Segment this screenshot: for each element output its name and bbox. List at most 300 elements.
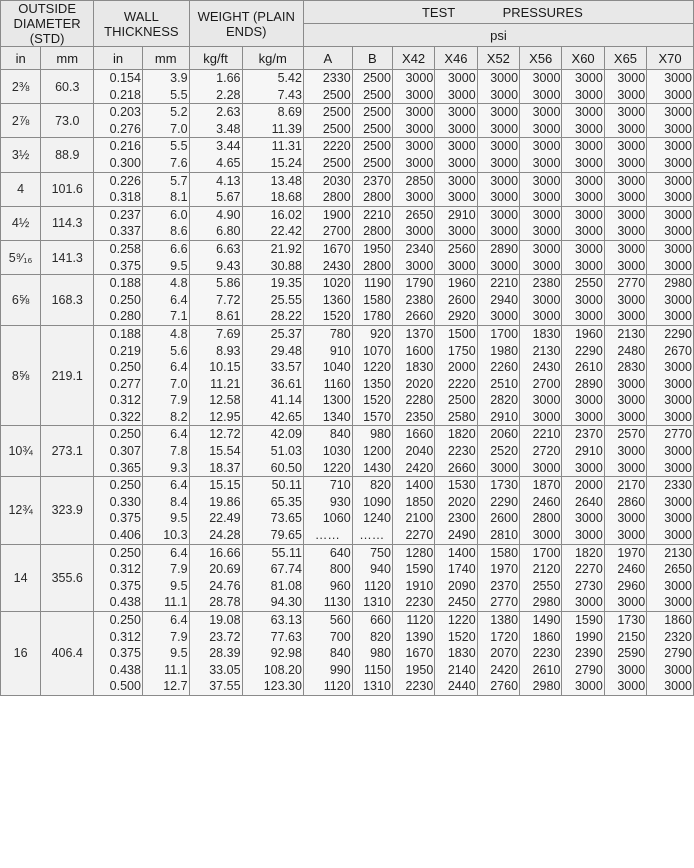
table-value: 3000: [617, 528, 646, 543]
table-value: 0.307: [109, 444, 141, 459]
table-value: 2340: [405, 241, 434, 256]
table-value: 2020: [447, 494, 476, 509]
table-value: 2370: [363, 173, 391, 188]
table-value: 2800: [363, 258, 391, 273]
table-value: 28.22: [270, 309, 302, 324]
table-value: 2070: [490, 646, 519, 661]
table-value: 30.88: [270, 258, 302, 273]
value-column-cell: [142, 477, 189, 544]
value-column-cell: [647, 477, 694, 544]
value-column-cell: [520, 70, 562, 104]
table-value: 2260: [490, 360, 519, 375]
table-value: 0.250: [109, 427, 141, 442]
table-value: 3000: [490, 139, 519, 154]
outside-diameter-header: OUTSIDE DIAMETER (STD): [1, 1, 94, 47]
value-column-cell: [435, 138, 477, 172]
size-group-row: [1, 275, 694, 326]
table-value: 8.93: [216, 343, 241, 358]
table-value: 3000: [574, 460, 603, 475]
table-value: 3000: [664, 494, 692, 509]
table-value: 3000: [447, 190, 476, 205]
table-value: 18.37: [209, 460, 241, 475]
table-value: 2320: [664, 629, 692, 644]
table-value: 3000: [617, 241, 646, 256]
table-value: 65.35: [270, 494, 302, 509]
value-column-cell: [352, 477, 392, 544]
value-column-cell: [94, 70, 143, 104]
table-value: 6.4: [170, 613, 188, 627]
table-value: 750: [370, 545, 391, 560]
table-value: 3000: [490, 173, 519, 188]
table-value: 6.4: [170, 360, 188, 375]
unit-header: A: [303, 47, 352, 70]
table-value: 6.4: [170, 292, 188, 307]
table-value: 0.203: [109, 105, 141, 120]
table-value: 8.4: [170, 494, 188, 509]
table-value: 3000: [447, 87, 476, 102]
table-value: 1970: [490, 562, 519, 577]
table-value: 640: [329, 545, 351, 560]
table-value: 3000: [405, 224, 434, 239]
value-column-cell: [352, 172, 392, 206]
table-value: 5.67: [216, 190, 241, 205]
table-value: 3.48: [216, 121, 241, 136]
table-value: 0.438: [109, 662, 141, 677]
table-value: 2460: [532, 494, 561, 509]
table-value: 3000: [664, 511, 692, 526]
value-column-cell: [352, 240, 392, 274]
unit-header: X52: [477, 47, 519, 70]
value-column-cell: [520, 172, 562, 206]
size-mm: 60.3: [41, 70, 94, 104]
table-value: 2940: [490, 292, 519, 307]
table-value: 9.43: [216, 258, 241, 273]
table-value: 1980: [490, 343, 519, 358]
table-value: 3000: [617, 376, 646, 391]
size-mm: 355.6: [41, 544, 94, 611]
table-value: 22.42: [270, 224, 302, 239]
value-column-cell: [142, 612, 189, 696]
table-value: 3000: [617, 393, 646, 408]
table-value: 0.154: [109, 71, 141, 85]
table-value: 3000: [490, 190, 519, 205]
table-value: 3000: [447, 71, 476, 85]
value-column-cell: [352, 206, 392, 240]
table-value: 990: [329, 662, 351, 677]
table-value: 3000: [664, 258, 692, 273]
value-column-cell: [604, 275, 646, 326]
table-value: 3000: [532, 71, 561, 85]
table-value: 1950: [405, 662, 434, 677]
table-value: 2790: [664, 646, 692, 661]
table-value: 2500: [363, 71, 391, 85]
table-value: 1360: [322, 292, 351, 307]
table-value: 33.05: [209, 662, 241, 677]
table-value: 1520: [447, 629, 476, 644]
table-value: 3000: [664, 460, 692, 475]
value-column-cell: [242, 477, 303, 544]
value-column-cell: [94, 426, 143, 477]
table-value: 5.86: [216, 276, 241, 291]
table-value: 1570: [363, 409, 391, 424]
table-value: 3000: [617, 71, 646, 85]
table-value: 0.365: [109, 460, 141, 475]
table-value: 7.43: [277, 87, 302, 102]
size-inch: 16: [1, 612, 41, 696]
table-value: 1130: [323, 595, 351, 610]
value-column-cell: [352, 612, 392, 696]
table-value: 2210: [532, 427, 561, 442]
table-value: 710: [329, 478, 351, 493]
value-column-cell: [604, 426, 646, 477]
table-value: 7.6: [170, 155, 188, 170]
table-value: 0.318: [109, 190, 141, 205]
value-column-cell: [352, 325, 392, 426]
table-value: 2420: [490, 662, 519, 677]
table-value: 41.14: [270, 393, 302, 408]
value-column-cell: [352, 138, 392, 172]
table-value: 1400: [405, 478, 434, 493]
table-value: 3000: [532, 409, 561, 424]
value-column-cell: [520, 477, 562, 544]
table-value: 2770: [664, 427, 692, 442]
table-value: 2.63: [216, 105, 241, 120]
table-value: 3000: [490, 71, 519, 85]
value-column-cell: [142, 544, 189, 611]
table-value: 3000: [405, 87, 434, 102]
table-value: 3000: [447, 173, 476, 188]
value-column-cell: [520, 240, 562, 274]
table-value: 16.02: [270, 207, 302, 222]
table-value: 3000: [490, 460, 519, 475]
table-value: 2290: [490, 494, 519, 509]
table-value: 3000: [405, 71, 434, 85]
table-value: 0.277: [109, 376, 141, 391]
value-column-cell: [94, 544, 143, 611]
table-value: 3000: [490, 258, 519, 273]
table-value: 3000: [574, 71, 603, 85]
table-value: 3000: [617, 105, 646, 120]
table-value: 3000: [617, 309, 646, 324]
table-value: 0.438: [109, 595, 141, 610]
table-value: 3000: [574, 139, 603, 154]
table-value: 3000: [664, 71, 692, 85]
table-value: 3000: [447, 224, 476, 239]
value-column-cell: [520, 138, 562, 172]
value-column-cell: [477, 240, 519, 274]
test-pressures-header: [303, 1, 693, 24]
table-value: 4.8: [170, 276, 188, 291]
unit-header: kg/m: [242, 47, 303, 70]
table-value: 3000: [447, 258, 476, 273]
table-value: 1910: [405, 578, 434, 593]
table-value: 2430: [322, 258, 351, 273]
table-value: 6.4: [170, 427, 188, 442]
table-value: 2300: [447, 511, 476, 526]
table-value: 2450: [447, 595, 476, 610]
table-value: 2210: [490, 276, 519, 291]
table-value: 81.08: [270, 578, 302, 593]
table-value: 20.69: [209, 562, 241, 577]
table-value: 3000: [664, 679, 692, 694]
table-value: 2150: [617, 629, 646, 644]
table-value: 8.2: [170, 409, 188, 424]
value-column-cell: [562, 206, 604, 240]
table-value: 79.65: [270, 528, 302, 543]
size-group-row: [1, 544, 694, 611]
table-value: 63.13: [270, 613, 302, 627]
value-column-cell: [303, 426, 352, 477]
table-value: 7.9: [170, 393, 188, 408]
table-value: 3000: [617, 207, 646, 222]
table-value: 0.218: [109, 87, 141, 102]
table-value: 2500: [363, 87, 391, 102]
table-value: 1310: [363, 595, 391, 610]
table-value: 5.5: [170, 139, 188, 154]
table-value: 1830: [405, 360, 434, 375]
value-column-cell: [435, 206, 477, 240]
size-mm: 273.1: [41, 426, 94, 477]
unit-header: in: [1, 47, 41, 70]
table-value: 3000: [574, 679, 603, 694]
value-column-cell: [303, 206, 352, 240]
size-mm: 219.1: [41, 325, 94, 426]
table-value: 2890: [574, 376, 603, 391]
table-value: 3000: [447, 105, 476, 120]
table-value: 3000: [664, 224, 692, 239]
table-value: 3000: [664, 360, 692, 375]
size-inch: 12¾: [1, 477, 41, 544]
value-column-cell: [477, 104, 519, 138]
table-value: 2600: [447, 292, 476, 307]
size-inch: 4: [1, 172, 41, 206]
value-column-cell: [477, 325, 519, 426]
size-mm: 101.6: [41, 172, 94, 206]
table-value: 1030: [322, 444, 351, 459]
table-value: 2330: [664, 478, 692, 493]
table-value: 2960: [617, 578, 646, 593]
table-value: 3000: [447, 155, 476, 170]
table-value: ……: [314, 528, 340, 543]
table-value: 3000: [664, 528, 692, 543]
table-value: 660: [370, 613, 391, 627]
table-value: 1240: [363, 511, 391, 526]
value-column-cell: [242, 612, 303, 696]
table-value: 0.280: [109, 309, 141, 324]
table-value: 2760: [490, 679, 519, 694]
table-value: 1670: [405, 646, 434, 661]
table-value: 1600: [405, 343, 434, 358]
table-value: 3000: [574, 121, 603, 136]
table-value: 2610: [532, 662, 561, 677]
table-value: 6.63: [216, 241, 241, 256]
value-column-cell: [189, 612, 242, 696]
table-value: 3000: [532, 173, 561, 188]
table-value: 0.322: [109, 409, 141, 424]
value-column-cell: [352, 104, 392, 138]
table-value: 11.21: [210, 376, 241, 391]
table-value: 1990: [574, 629, 603, 644]
value-column-cell: [142, 240, 189, 274]
table-value: 1970: [617, 545, 646, 560]
value-column-cell: [189, 206, 242, 240]
table-value: 1860: [532, 629, 561, 644]
table-value: 50.11: [271, 478, 302, 493]
table-value: 2500: [322, 87, 351, 102]
table-value: 820: [370, 478, 391, 493]
table-value: 3000: [574, 155, 603, 170]
table-value: 3000: [617, 121, 646, 136]
table-value: 3000: [405, 155, 434, 170]
table-value: 3000: [490, 87, 519, 102]
table-value: 2290: [574, 343, 603, 358]
table-value: 0.250: [109, 545, 141, 560]
table-value: 560: [329, 613, 351, 627]
table-value: 2640: [574, 494, 603, 509]
table-value: 2220: [447, 376, 476, 391]
value-column-cell: [242, 172, 303, 206]
table-value: 2270: [574, 562, 603, 577]
value-column-cell: [604, 206, 646, 240]
value-column-cell: [242, 426, 303, 477]
value-column-cell: [435, 240, 477, 274]
size-inch: 5⁹⁄₁₆: [1, 240, 41, 274]
table-value: 3000: [664, 309, 692, 324]
value-column-cell: [435, 70, 477, 104]
table-value: 3000: [664, 662, 692, 677]
table-value: 2500: [363, 155, 391, 170]
unit-header: X56: [520, 47, 562, 70]
value-column-cell: [142, 138, 189, 172]
table-value: 3000: [532, 258, 561, 273]
table-value: 60.50: [270, 460, 302, 475]
table-value: 1160: [323, 376, 351, 391]
table-value: 0.216: [109, 139, 141, 154]
value-column-cell: [303, 544, 352, 611]
table-value: 7.0: [170, 376, 188, 391]
table-value: 21.92: [270, 241, 302, 256]
value-column-cell: [392, 275, 434, 326]
value-column-cell: [94, 206, 143, 240]
value-column-cell: [647, 612, 694, 696]
table-value: 25.55: [270, 292, 302, 307]
value-column-cell: [435, 612, 477, 696]
table-value: 3000: [532, 309, 561, 324]
value-column-cell: [189, 275, 242, 326]
value-column-cell: [352, 70, 392, 104]
size-group-row: [1, 70, 694, 104]
value-column-cell: [142, 104, 189, 138]
table-value: 5.6: [170, 343, 188, 358]
table-value: 2220: [322, 139, 351, 154]
value-column-cell: [435, 275, 477, 326]
table-value: 1960: [447, 276, 476, 291]
table-value: 3000: [664, 595, 692, 610]
table-value: 3000: [532, 241, 561, 256]
value-column-cell: [392, 70, 434, 104]
table-value: 3000: [617, 511, 646, 526]
value-column-cell: [477, 544, 519, 611]
table-value: 2730: [574, 578, 603, 593]
value-column-cell: [562, 70, 604, 104]
table-value: 3000: [617, 87, 646, 102]
table-value: 2800: [363, 190, 391, 205]
table-value: 2140: [447, 662, 476, 677]
value-column-cell: [242, 544, 303, 611]
table-value: 3000: [617, 139, 646, 154]
table-value: 2810: [490, 528, 519, 543]
value-column-cell: [435, 426, 477, 477]
table-value: 19.86: [209, 494, 241, 509]
table-value: 51.03: [270, 444, 302, 459]
size-mm: 168.3: [41, 275, 94, 326]
value-column-cell: [647, 172, 694, 206]
table-value: 2500: [363, 139, 391, 154]
table-value: 1960: [574, 326, 603, 341]
table-value: 0.330: [109, 494, 141, 509]
table-value: 1500: [447, 326, 476, 341]
table-value: 1390: [405, 629, 434, 644]
table-value: 2800: [532, 511, 561, 526]
table-value: 18.68: [270, 190, 302, 205]
table-value: 1350: [363, 376, 391, 391]
value-column-cell: [520, 612, 562, 696]
table-value: 2270: [405, 528, 434, 543]
table-value: 3.44: [216, 139, 241, 154]
table-value: 2800: [363, 224, 391, 239]
table-value: 12.72: [209, 427, 241, 442]
value-column-cell: [94, 138, 143, 172]
size-inch: 2⅞: [1, 104, 41, 138]
table-value: 2490: [447, 528, 476, 543]
table-value: 8.6: [170, 224, 188, 239]
table-value: 3000: [532, 528, 561, 543]
table-value: 5.42: [277, 71, 302, 85]
table-value: 12.58: [209, 393, 241, 408]
size-group-row: [1, 240, 694, 274]
value-column-cell: [647, 240, 694, 274]
table-value: 1590: [405, 562, 434, 577]
value-column-cell: [303, 275, 352, 326]
table-value: 1400: [447, 545, 476, 560]
table-value: 2500: [322, 121, 351, 136]
table-value: 3000: [574, 393, 603, 408]
table-value: 1220: [363, 360, 391, 375]
table-value: 2230: [405, 595, 434, 610]
table-value: 1020: [322, 276, 351, 291]
value-column-cell: [647, 70, 694, 104]
table-value: 5.2: [170, 105, 188, 120]
size-inch: 3½: [1, 138, 41, 172]
table-value: 2510: [490, 376, 519, 391]
table-value: 2550: [532, 578, 561, 593]
table-value: 6.0: [170, 207, 188, 222]
value-column-cell: [604, 104, 646, 138]
table-value: 2380: [532, 276, 561, 291]
table-value: 3000: [490, 105, 519, 120]
table-value: 1820: [574, 545, 603, 560]
table-value: 2030: [322, 173, 351, 188]
table-value: 9.5: [170, 258, 188, 273]
table-value: 0.312: [109, 393, 141, 408]
value-column-cell: [242, 138, 303, 172]
table-value: 2860: [617, 494, 646, 509]
value-column-cell: [604, 138, 646, 172]
value-column-cell: [647, 544, 694, 611]
table-value: 2580: [447, 409, 476, 424]
table-value: 840: [329, 427, 351, 442]
value-column-cell: [142, 426, 189, 477]
